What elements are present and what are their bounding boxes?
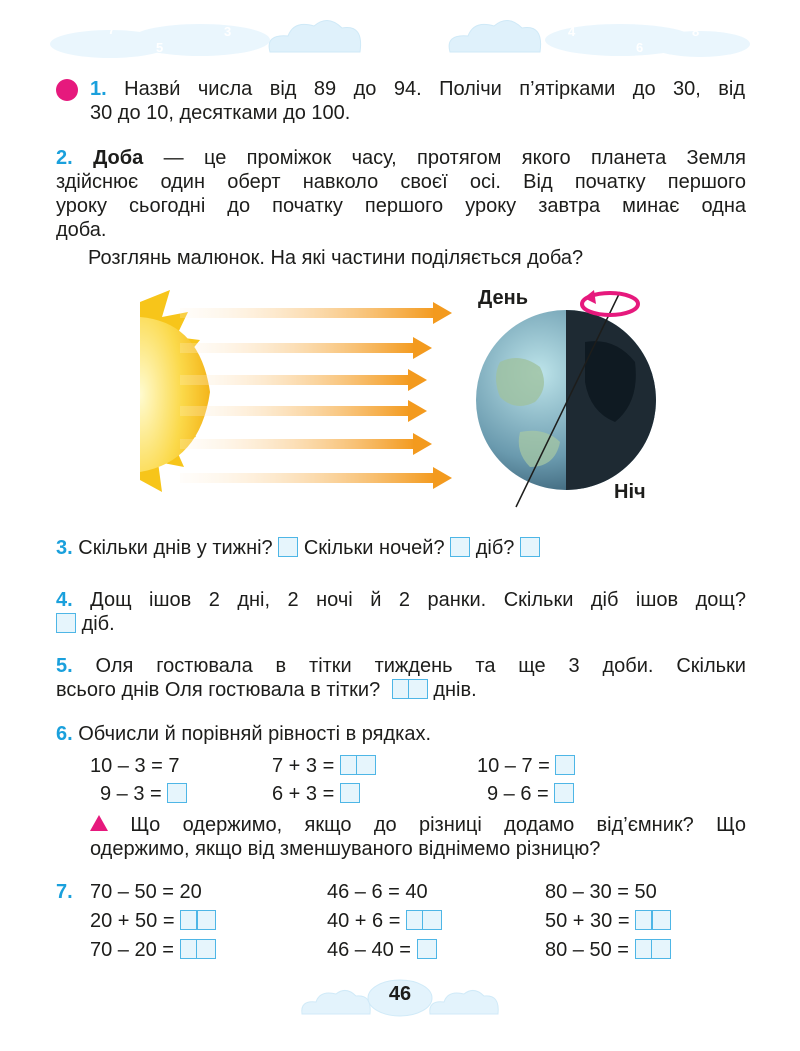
equation [100, 782, 187, 806]
answer-box[interactable] [417, 939, 437, 959]
header-digit: 7 [108, 22, 116, 37]
equation: 10 – 3 = 7 [90, 755, 180, 777]
task-2 [56, 146, 746, 270]
answer-box[interactable] [180, 910, 216, 930]
night-label: Ніч [614, 481, 646, 503]
task-6-title [56, 722, 431, 746]
task-text: одержимо, якщо від зменшуваного віднімемо різницю? [90, 838, 601, 860]
header-digit: 1 [372, 34, 380, 49]
equation-text: 20 + 50 = [90, 910, 175, 932]
task-text: Скільки днів у тижні? [78, 537, 273, 559]
triangle-marker-icon [90, 815, 108, 831]
equation [272, 782, 360, 806]
equation-text: 50 + 30 = [545, 910, 630, 932]
equation [477, 754, 575, 778]
answer-box[interactable] [635, 910, 671, 930]
equation-text: 10 – 7 = [477, 755, 550, 777]
task-number: 2. [56, 147, 73, 169]
sun-earth-illustration [140, 282, 660, 512]
task-number: 1. [90, 78, 107, 100]
task-text: Дощ ішов 2 дні, 2 ночі й 2 ранки. Скільки діб ішов дощ? [90, 589, 746, 611]
day-label: День [478, 287, 528, 309]
task-4 [56, 588, 746, 636]
equation [90, 909, 216, 933]
equation-text: 9 – 3 = [100, 783, 162, 805]
header-digit: 8 [692, 24, 700, 39]
equation-text: 70 – 20 = [90, 939, 174, 961]
task-text: — це проміжок часу, протягом якого планета Земля [143, 147, 747, 169]
equation-text: 6 + 3 = [272, 783, 335, 805]
equation [272, 754, 376, 778]
answer-box[interactable] [340, 755, 376, 775]
task-5 [56, 654, 746, 702]
equation: 46 – 6 = 40 [327, 881, 428, 903]
header-digit: 0 [398, 16, 406, 31]
answer-box[interactable] [406, 910, 442, 930]
equation-text: 7 + 3 = [272, 755, 335, 777]
task-text: діб. [81, 613, 115, 635]
task-text: діб? [475, 537, 515, 559]
answer-box[interactable] [56, 613, 76, 633]
term-doba: Доба [93, 147, 144, 169]
equation [545, 938, 671, 962]
task-number: 3. [56, 537, 73, 559]
marker-dot-icon [56, 79, 78, 101]
task-number: 6. [56, 723, 73, 745]
answer-box[interactable] [520, 537, 540, 557]
answer-box[interactable] [554, 783, 574, 803]
task-text: здійснює один оберт навколо своєї осі. Від початку першого [56, 171, 746, 193]
earth-icon [476, 290, 656, 507]
equation: 70 – 50 = 20 [90, 881, 202, 903]
task-text: днів. [433, 679, 477, 701]
task-3 [56, 536, 540, 560]
answer-box[interactable] [278, 537, 298, 557]
sun-ray-arrows [180, 302, 452, 489]
equation [327, 909, 442, 933]
equation [545, 909, 671, 933]
sun-icon [140, 290, 210, 492]
task-7-number [56, 880, 73, 904]
header-digit: 6 [636, 40, 644, 55]
equation [327, 938, 437, 962]
answer-box[interactable] [555, 755, 575, 775]
page-number: 46 [388, 983, 412, 1005]
task-text: Оля гостювала в тітки тиждень та ще 3 доби. Скільки [95, 655, 746, 677]
answer-box[interactable] [392, 679, 428, 699]
task-text: доба. [56, 219, 107, 241]
equation-text: 40 + 6 = [327, 910, 401, 932]
task-text: 30 до 10, десятками до 100. [90, 102, 351, 124]
answer-box[interactable] [180, 939, 216, 959]
equation [90, 938, 216, 962]
equation-text: 80 – 50 = [545, 939, 629, 961]
task-number: 4. [56, 589, 73, 611]
task-number: 7. [56, 881, 73, 903]
equation-text: 46 – 40 = [327, 939, 411, 961]
task-6-question [90, 813, 746, 861]
header-digit: 3 [224, 24, 232, 39]
equation: 80 – 30 = 50 [545, 881, 657, 903]
task-question: Розглянь малюнок. На які частини поділяється доба? [88, 247, 584, 269]
header-digit: 4 [568, 24, 576, 39]
header-digit: 2 [422, 34, 430, 49]
task-text: Скільки ночей? [303, 537, 445, 559]
task-text: Назви́ числа від 89 до 94. Полічи п’ятірками до 30, від [124, 78, 745, 100]
equation [487, 782, 574, 806]
answer-box[interactable] [635, 939, 671, 959]
task-text: всього днів Оля гостювала в тітки? [56, 679, 381, 701]
header-clouds [50, 12, 750, 60]
task-text: Обчисли й порівняй рівності в рядках. [78, 723, 432, 745]
answer-box[interactable] [340, 783, 360, 803]
equation-text: 9 – 6 = [487, 783, 549, 805]
task-text: уроку сьогодні до початку першого уроку завтра минає одна [56, 195, 746, 217]
task-text: Що одержимо, якщо до різниці додамо від’ємник? Що [130, 814, 746, 836]
answer-box[interactable] [450, 537, 470, 557]
task-1 [90, 77, 745, 125]
header-digit: 5 [156, 40, 164, 55]
task-number: 5. [56, 655, 73, 677]
answer-box[interactable] [167, 783, 187, 803]
